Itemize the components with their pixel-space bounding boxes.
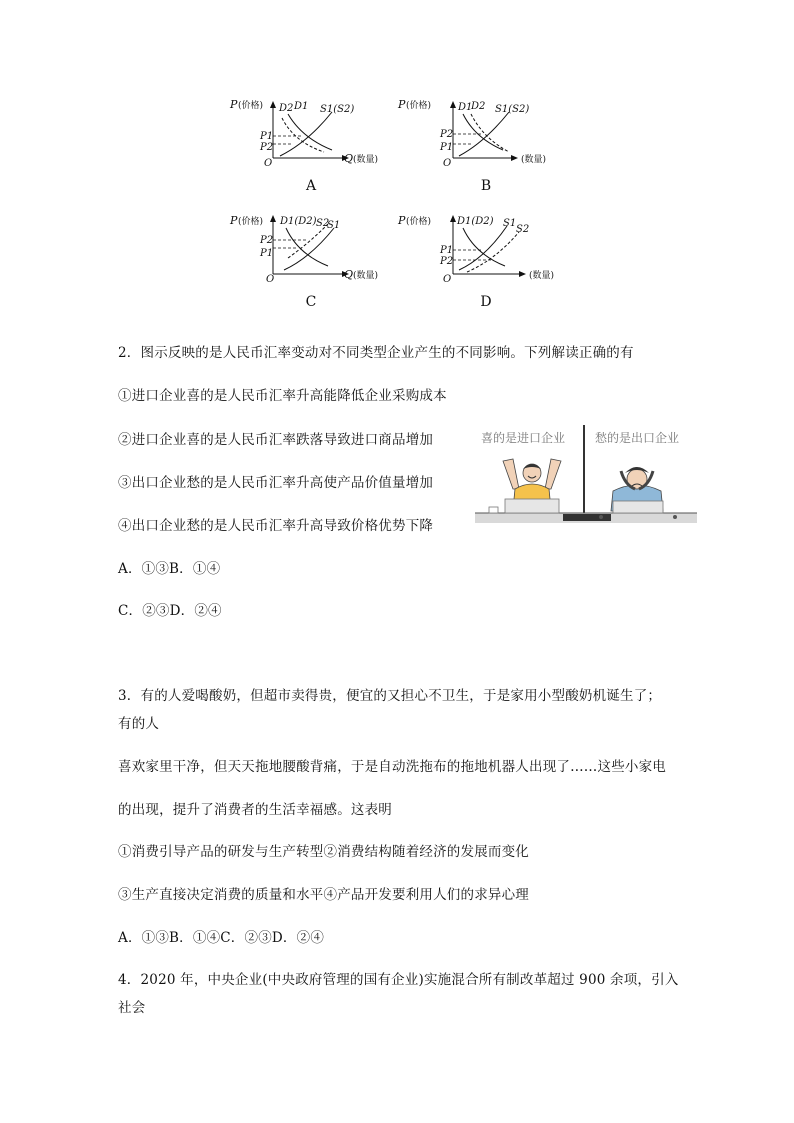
graph-a-curve-2: D1	[294, 101, 309, 112]
graph-b-curve-3: S1(S2)	[495, 104, 530, 115]
q3-options-3-4: ③生产直接决定消费的质量和水平④产品开发要利用人们的求异心理	[118, 887, 529, 903]
graph-d-svg	[397, 208, 572, 286]
q4-line-2: 社会	[118, 1000, 146, 1016]
graph-a-price-1: P1	[260, 131, 274, 142]
graph-c-y-unit: (价格)	[238, 217, 264, 227]
graph-a-curve-1: D2	[279, 103, 294, 114]
graph-c-x-label: Q	[344, 268, 354, 281]
graph-b-price-1: P2	[440, 129, 454, 140]
q3-line-4: 的出现，提升了消费者的生活幸福感。这表明	[118, 802, 392, 818]
graph-a-origin: O	[264, 158, 273, 168]
graph-c-x-unit: (数量)	[353, 271, 379, 281]
q4-line-1: 4．2020 年，中央企业(中央政府管理的国有企业)实施混合所有制改革超过 900 余项，引入	[118, 972, 679, 988]
graph-c	[228, 208, 398, 290]
graph-c-curve-3: S1	[327, 220, 341, 231]
graph-c-svg	[228, 208, 398, 286]
graph-c-letter: C	[305, 294, 317, 310]
graph-d-curve-1: D1(D2)	[457, 216, 494, 227]
graph-b-curve-2: D2	[471, 101, 486, 112]
graph-b-letter: B	[480, 178, 492, 194]
worried-exporter-figure	[599, 467, 677, 519]
graph-a-y-label: P	[230, 98, 238, 111]
q2-answers-ab: A．①③B．①④	[118, 561, 221, 577]
q2-answers-cd: C．②③D．②④	[118, 603, 222, 619]
exchange-rate-cartoon	[475, 423, 697, 529]
graph-d-letter: D	[480, 294, 492, 310]
graph-a-curve-3: S1(S2)	[320, 104, 355, 115]
graph-c-curve-2: S2	[316, 218, 330, 229]
graph-d-x-unit: (数量)	[529, 271, 555, 281]
graph-a-x-label: Q	[344, 152, 354, 165]
q2-stem: 2．图示反映的是人民币汇率变动对不同类型企业产生的不同影响。下列解读正确的有	[118, 345, 634, 361]
cartoon-left-caption: 喜的是进口企业	[481, 431, 566, 445]
graph-d	[397, 208, 572, 290]
graph-d-curve-3: S2	[516, 224, 530, 235]
graph-c-y-label: P	[230, 214, 238, 227]
q2-option-3: ③出口企业愁的是人民币汇率升高使产品价值量增加	[118, 475, 434, 491]
graph-b-x-unit: (数量)	[521, 155, 547, 165]
graph-b-curve-1: D1	[458, 102, 473, 113]
q2-option-4: ④出口企业愁的是人民币汇率升高导致价格优势下降	[118, 518, 434, 534]
graph-b-svg	[397, 96, 572, 168]
graph-d-price-1: P1	[440, 245, 454, 256]
cartoon-right-caption: 愁的是出口企业	[595, 431, 680, 445]
q3-line-2: 有的人	[118, 716, 160, 732]
graph-b-y-unit: (价格)	[406, 101, 432, 111]
graph-c-price-2: P1	[260, 248, 274, 259]
graph-c-price-1: P2	[260, 235, 274, 246]
graph-a-svg	[228, 96, 398, 168]
q3-line-1: 3．有的人爱喝酸奶，但超市卖得贵，便宜的又担心不卫生，于是家用小型酸奶机诞生了；	[118, 688, 662, 704]
graph-b-origin: O	[443, 158, 452, 168]
graph-a-price-2: P2	[260, 142, 274, 153]
q2-option-1: ①进口企业喜的是人民币汇率升高能降低企业采购成本	[118, 388, 447, 404]
graph-d-curve-2: S1	[503, 218, 517, 229]
graph-d-origin: O	[443, 274, 452, 285]
graph-d-y-unit: (价格)	[406, 217, 432, 227]
graph-a-x-unit: (数量)	[353, 155, 379, 165]
graph-d-y-label: P	[398, 214, 406, 227]
q3-answers: A．①③B．①④C．②③D．②④	[118, 930, 325, 946]
graph-a-y-unit: (价格)	[238, 101, 264, 111]
graph-c-curve-1: D1(D2)	[280, 216, 317, 227]
q3-options-1-2: ①消费引导产品的研发与生产转型②消费结构随着经济的发展而变化	[118, 844, 529, 860]
graph-a-letter: A	[305, 178, 317, 194]
graph-b-price-2: P1	[440, 142, 454, 153]
happy-importer-figure	[489, 459, 561, 513]
graph-c-origin: O	[266, 274, 275, 285]
graph-a	[228, 96, 398, 172]
graph-d-price-2: P2	[440, 256, 454, 267]
q2-option-2: ②进口企业喜的是人民币汇率跌落导致进口商品增加	[118, 432, 434, 448]
graph-b-y-label: P	[398, 98, 406, 111]
q3-line-3: 喜欢家里干净，但天天拖地腰酸背痛，于是自动洗拖布的拖地机器人出现了……这些小家电	[118, 759, 666, 775]
graph-b	[397, 96, 572, 172]
